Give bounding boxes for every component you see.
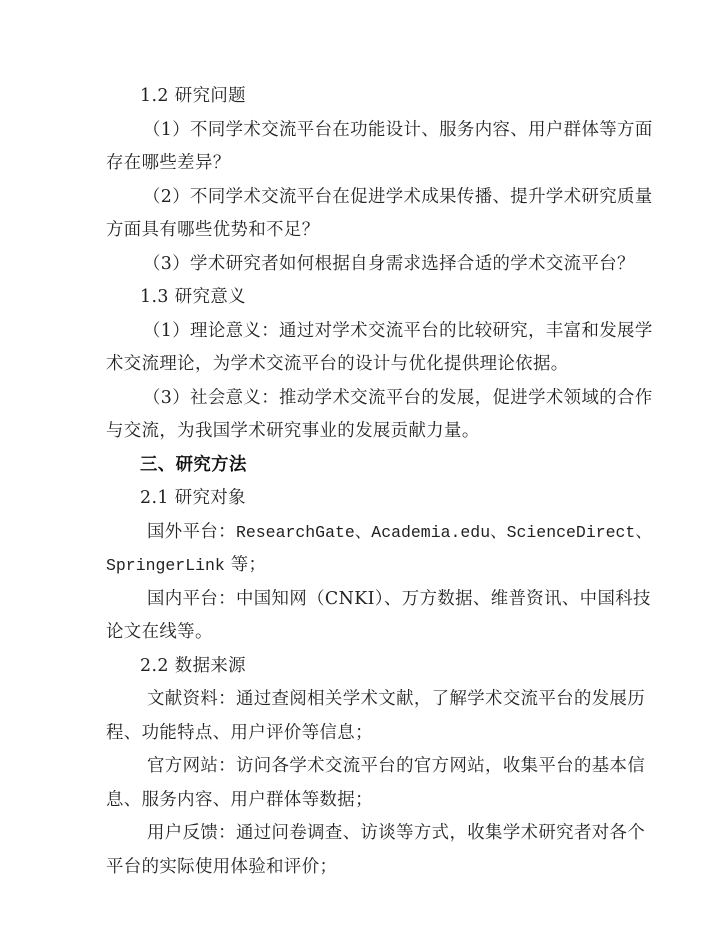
paragraph-line bbox=[106, 549, 609, 583]
paragraph-line: 存在哪些差异？ bbox=[106, 153, 231, 173]
paragraph-line: 国内平台：中国知网（CNKI）、万方数据、维普资讯、中国科技 bbox=[147, 588, 651, 609]
paragraph-line: 术交流理论，为学术交流平台的设计与优化提供理论依据。 bbox=[106, 354, 569, 374]
platform-name: SpringerLink bbox=[106, 556, 225, 575]
paragraph-line: 论文在线等。 bbox=[106, 622, 213, 642]
section-heading-1-2: 1.2 研究问题 bbox=[140, 86, 246, 106]
paragraph-line: 与交流，为我国学术研究事业的发展贡献力量。 bbox=[106, 421, 480, 441]
paragraph-line: （3）社会意义：推动学术交流平台的发展，促进学术领域的合作 bbox=[143, 387, 653, 408]
section-heading-1-3: 1.3 研究意义 bbox=[140, 287, 246, 307]
section-heading-2-2: 2.2 数据来源 bbox=[140, 655, 246, 676]
platform-list: ResearchGate、Academia.edu、ScienceDirect、 bbox=[235, 522, 652, 542]
paragraph-line bbox=[106, 516, 652, 550]
paragraph-line: 文献资料：通过查阅相关学术文献，了解学术交流平台的发展历 bbox=[147, 689, 646, 709]
section-heading-2-1: 2.1 研究对象 bbox=[140, 488, 246, 508]
paragraph-line: （2）不同学术交流平台在促进学术成果传播、提升学术研究质量 bbox=[143, 186, 653, 207]
document-body bbox=[106, 80, 653, 884]
chapter-heading-research-methods: 三、研究方法 bbox=[140, 454, 247, 475]
paragraph-line: （1）理论意义：通过对学术交流平台的比较研究，丰富和发展学 bbox=[143, 320, 653, 341]
paragraph-line: 方面具有哪些优势和不足？ bbox=[106, 220, 320, 240]
paragraph-label: 国外平台： bbox=[147, 521, 236, 542]
paragraph-line: （3）学术研究者如何根据自身需求选择合适的学术交流平台？ bbox=[143, 253, 635, 274]
paragraph-line: 程、功能特点、用户评价等信息； bbox=[106, 722, 373, 743]
paragraph-line: （1）不同学术交流平台在功能设计、服务内容、用户群体等方面 bbox=[143, 119, 653, 140]
paragraph-line: 官方网站：访问各学术交流平台的官方网站，收集平台的基本信 bbox=[147, 756, 646, 776]
paragraph-text: 等； bbox=[224, 555, 267, 575]
paragraph-line: 平台的实际使用体验和评价； bbox=[106, 856, 338, 877]
paragraph-line: 息、服务内容、用户群体等数据； bbox=[106, 789, 373, 810]
paragraph-line: 用户反馈：通过问卷调查、访谈等方式，收集学术研究者对各个 bbox=[147, 823, 646, 843]
